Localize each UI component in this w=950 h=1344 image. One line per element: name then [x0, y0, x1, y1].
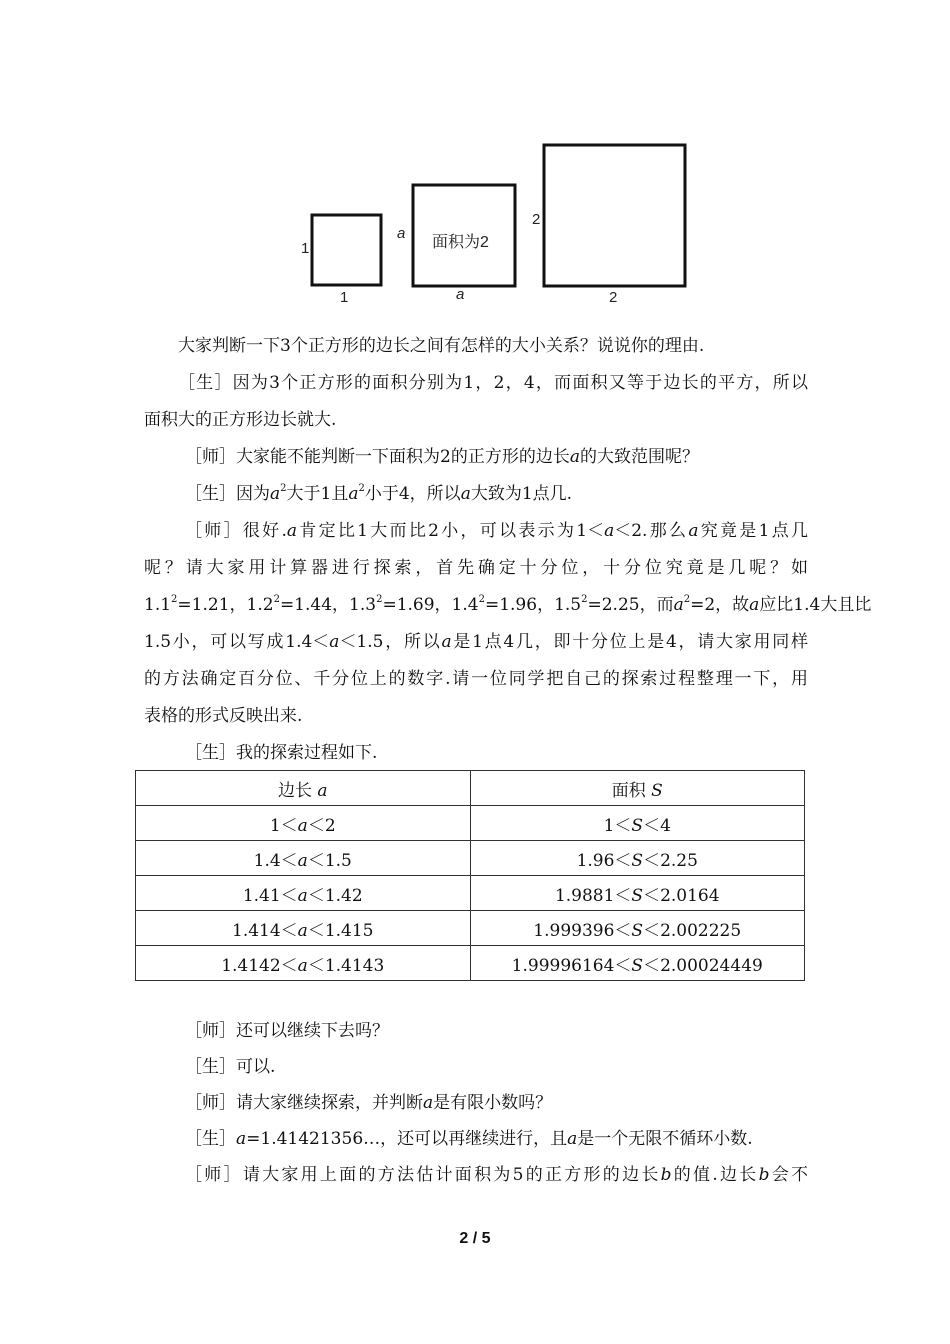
table-header-side: 边长 a [136, 771, 471, 806]
table-row [136, 876, 805, 911]
table-cell-side: 1.4＜a＜1.5 [136, 841, 471, 876]
paragraph-student-4: ［生］可以. [185, 1057, 276, 1077]
paragraph-teacher-2-line4: 1.5小，可以写成1.4＜a＜1.5，所以a是1点4几，即十分位上是4，请大家用同样 [144, 632, 808, 652]
squares-drawing [0, 0, 950, 320]
square2-bottom-label: a [456, 286, 465, 303]
page-number: 2 / 5 [459, 1230, 491, 1247]
table-cell-area: 1.96＜S＜2.25 [470, 841, 805, 876]
table-cell-side: 1.41＜a＜1.42 [136, 876, 471, 911]
table-cell-side: 1.414＜a＜1.415 [136, 911, 471, 946]
table-cell-area: 1＜S＜4 [470, 806, 805, 841]
paragraph-question: 大家判断一下3个正方形的边长之间有怎样的大小关系？说说你的理由. [178, 336, 705, 356]
paragraph-student-2: ［生］因为$a^2$大于1且$a^2$小于4，所以a大致为1点几. [185, 483, 573, 504]
paragraph-student-1-line1: ［生］因为3个正方形的面积分别为1，2，4，而面积又等于边长的平方，所以 [178, 373, 808, 393]
paragraph-teacher-2-line5: 的方法确定百分位、千分位上的数字.请一位同学把自己的探索过程整理一下，用 [144, 669, 808, 689]
table-row [136, 911, 805, 946]
paragraph-teacher-5: ［师］请大家用上面的方法估计面积为5的正方形的边长b的值.边长b会不 [185, 1165, 808, 1185]
paragraph-teacher-3: ［师］还可以继续下去吗？ [185, 1021, 389, 1041]
table-cell-area: 1.999396＜S＜2.002225 [470, 911, 805, 946]
square2-area-label: 面积为2 [432, 234, 489, 251]
table-cell-area: 1.9881＜S＜2.0164 [470, 876, 805, 911]
paragraph-teacher-2-line2: 呢？请大家用计算器进行探索，首先确定十分位，十分位究竟是几呢？如 [144, 558, 808, 578]
paragraph-student-1-line2: 面积大的正方形边长就大. [144, 410, 337, 430]
square2-left-label: a [397, 225, 406, 242]
table-row [136, 841, 805, 876]
paragraph-student-5: ［生］a=1.41421356…，还可以再继续进行，且a是一个无限不循环小数. [185, 1129, 753, 1149]
table-cell-area: 1.99996164＜S＜2.00024449 [470, 946, 805, 981]
paragraph-teacher-2-line1: ［师］很好.a肯定比1大而比2小，可以表示为1＜a＜2.那么a究竟是1点几 [185, 521, 809, 541]
table-cell-side: 1.4142＜a＜1.4143 [136, 946, 471, 981]
square3-left-label: 2 [532, 211, 541, 228]
table-header-area: 面积 S [470, 771, 805, 806]
square-large [544, 145, 685, 286]
paragraph-teacher-2-line3: $1.1^2=1.21$，$1.2^2=1.44$，$1.3^2=1.69$，$1.4^2=1.96$，$1.5^2=2.25$，而$a^2=2$，故a应比1.4大且比 [144, 594, 872, 615]
table-row [136, 946, 805, 981]
square-small [312, 215, 381, 285]
square1-left-label: 1 [301, 240, 310, 257]
paragraph-student-3: ［生］我的探索过程如下. [185, 743, 378, 763]
squares-figure [0, 0, 950, 320]
exploration-table [135, 770, 805, 981]
square1-bottom-label: 1 [340, 289, 349, 306]
table-cell-side: 1＜a＜2 [136, 806, 471, 841]
paragraph-teacher-4: ［师］请大家继续探索，并判断a是有限小数吗？ [185, 1093, 553, 1113]
table-row [136, 806, 805, 841]
table-header-row [136, 771, 805, 806]
paragraph-teacher-2-line6: 表格的形式反映出来. [144, 706, 303, 726]
square3-bottom-label: 2 [609, 289, 618, 306]
paragraph-teacher-1: ［师］大家能不能判断一下面积为2的正方形的边长a的大致范围呢？ [185, 447, 699, 467]
